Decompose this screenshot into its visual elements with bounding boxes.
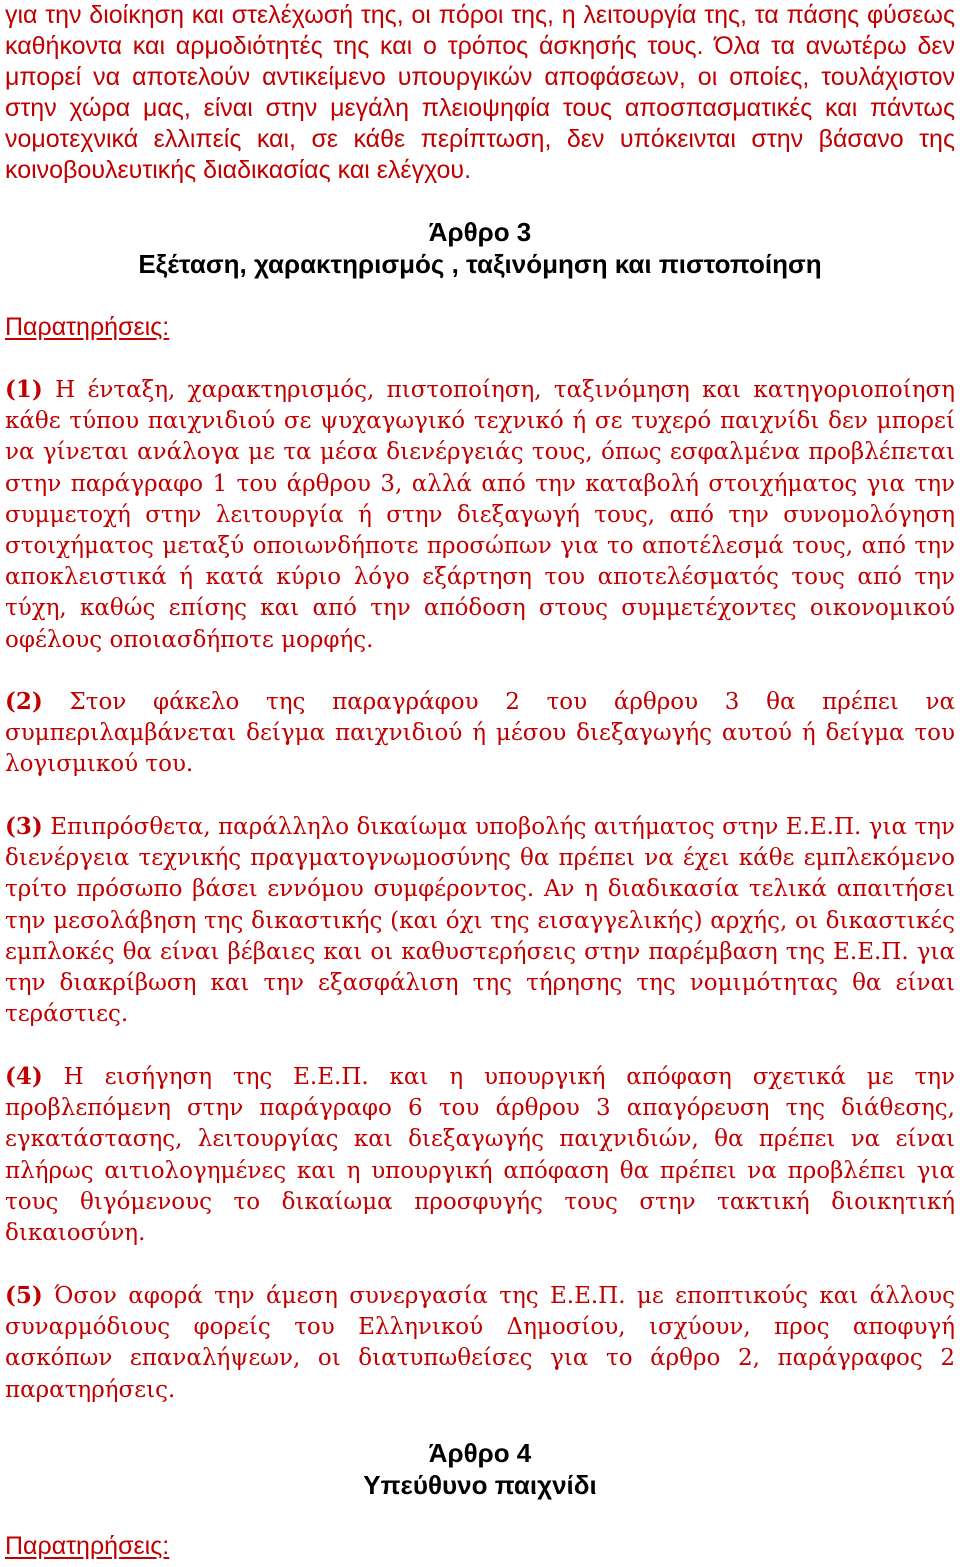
article-3-number: Άρθρο 3 bbox=[428, 217, 532, 247]
article-3-observations-label: Παρατηρήσεις: bbox=[5, 313, 170, 341]
article-3-point-1 bbox=[5, 374, 955, 656]
article-3-point-2 bbox=[5, 686, 955, 781]
article-3-point-5 bbox=[5, 1280, 955, 1406]
article-3-title: Εξέταση, χαρακτηρισμός , ταξινόμηση και πιστοποίηση bbox=[138, 249, 822, 279]
point-text: Όσον αφορά την άμεση συνεργασία της Ε.Ε.Π. με εποπτικούς και άλλους συναρμόδιους φορείς του Ελληνικού Δημοσίου, ισχύουν, προς αποφυγή ασκόπων επαναλήψεων, οι διατυπωθείσες για το άρθρο 2, παράγραφος 2 παρατηρήσεις. bbox=[5, 1283, 955, 1403]
article-3-point-3 bbox=[5, 811, 955, 1030]
article-4-number: Άρθρο 4 bbox=[428, 1438, 532, 1468]
intro-paragraph: για την διοίκηση και στελέχωσή της, οι πόροι της, η λειτουργία της, τα πάσης φύσεως καθήκοντα και αρμοδιότητές της και ο τρόπος άσκησής τους. Όλα τα ανωτέρω δεν μπορεί να αποτελούν αντικείμενο υπουργικών αποφάσεων, οι οποίες, τουλάχιστον στην χώρα μας, είναι στην μεγάλη πλειοψηφία τους αποσπασματικές και πάντως νομοτεχνικά ελλιπείς και, σε κάθε περίπτωση, δεν υπόκεινται στην βάσανο της κοινοβουλευτικής διαδικασίας και ελέγχου. bbox=[5, 1, 955, 184]
point-text: Επιπρόσθετα, παράλληλο δικαίωμα υποβολής αιτήματος στην Ε.Ε.Π. για την διενέργεια τεχνικής πραγματογνωμοσύνης θα πρέπει να έχει κάθε εμπλεκόμενο τρίτο πρόσωπο βάσει εννόμου συμφέροντος. Αν η διαδικασία τελικά απαιτήσει την μεσολάβηση της δικαστικής (και όχι της εισαγγελικής) αρχής, οι δικαστικές εμπλοκές θα είναι βέβαιες και οι καθυστερήσεις στην παρέμβαση της Ε.Ε.Π. για την διακρίβωση και την εξασφάλιση της τήρησης της νομιμότητας θα είναι τεράστιες. bbox=[5, 814, 955, 1028]
point-number: (1) bbox=[5, 376, 43, 403]
point-text: Η ένταξη, χαρακτηρισμός, πιστοποίηση, ταξινόμηση και κατηγοριοποίηση κάθε τύπου παιχνιδιού σε ψυχαγωγικό τεχνικό ή σε τυχερό παιχνίδι δεν μπορεί να γίνεται ανάλογα με τα μέσα διενέργειάς τους, όπως εσφαλμένα προβλέπεται στην παράγραφο 1 του άρθρου 3, αλλά από την καταβολή στοιχήματος για την συμμετοχή στην λειτουργία ή στην διεξαγωγή τους, από την συνομολόγηση στοιχήματος μεταξύ οποιωνδήποτε προσώπων για το αποτέλεσμά τους, από την αποκλειστικά ή κατά κύριο λόγο εξάρτηση του αποτελέσματός τους από την τύχη, καθώς επίσης και από την απόδοση στους συμμετέχοντες οικονομικού οφέλους οποιασδήποτε μορφής. bbox=[5, 377, 955, 653]
article-3-point-4 bbox=[5, 1061, 955, 1249]
point-number: (3) bbox=[5, 813, 43, 840]
article-4-title: Υπεύθυνο παιχνίδι bbox=[363, 1470, 597, 1500]
article-4-observations-label: Παρατηρήσεις: bbox=[5, 1532, 170, 1560]
point-text: Η εισήγηση της Ε.Ε.Π. και η υπουργική απόφαση σχετικά με την προβλεπόμενη στην παράγραφο 6 του άρθρου 3 απαγόρευση της διάθεσης, εγκατάστασης, λειτουργίας και διεξαγωγής παιχνιδιών, θα πρέπει να είναι πλήρως αιτιολογημένες και η υπουργική απόφαση θα πρέπει να προβλέπει για τους θιγόμενους το δικαίωμα προσφυγής τους στην τακτική διοικητική δικαιοσύνη. bbox=[5, 1064, 955, 1247]
point-text: Στον φάκελο της παραγράφου 2 του άρθρου 3 θα πρέπει να συμπεριλαμβάνεται δείγμα παιχνιδιού ή μέσου διεξαγωγής αυτού ή δείγμα του λογισμικού του. bbox=[5, 689, 955, 778]
point-number: (2) bbox=[5, 688, 43, 715]
point-number: (5) bbox=[5, 1282, 43, 1309]
point-number: (4) bbox=[5, 1063, 43, 1090]
